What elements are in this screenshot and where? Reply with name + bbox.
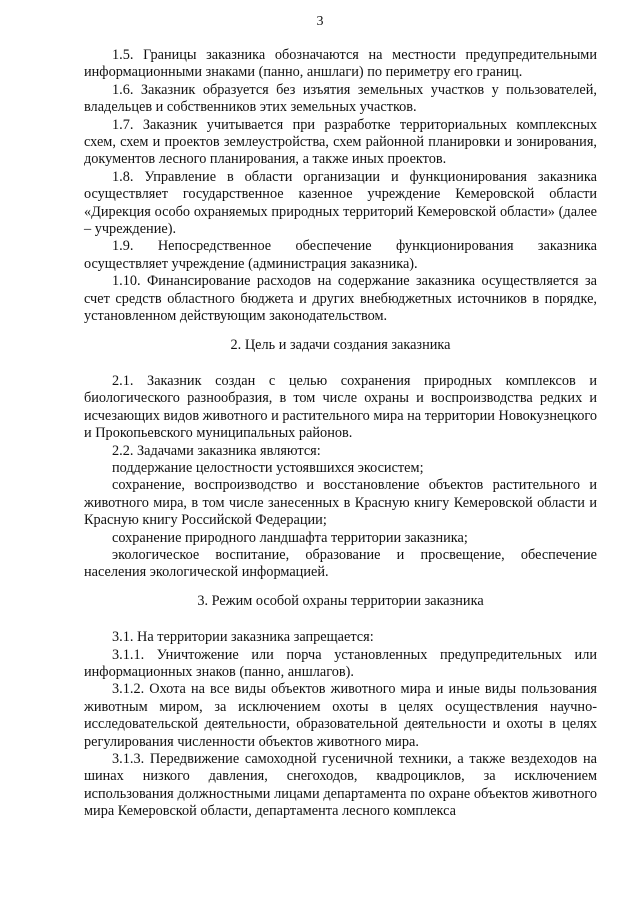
paragraph-2-2: 2.2. Задачами заказника являются: [112, 442, 321, 459]
paragraph-3-1-1: 3.1.1. Уничтожение или порча установленных предупредительных или информационных знаков (панно, аншлагов). [84, 646, 597, 680]
page-number: 3 [316, 14, 324, 29]
list-item-task-1: поддержание целостности устоявшихся экосистем; [112, 459, 424, 476]
paragraph-1-10: 1.10. Финансирование расходов на содержание заказника осуществляется за счет средств областного бюджета и других внебюджетных источников в порядке, установленном действующим законодательством. [84, 273, 597, 325]
paragraph-1-8: 1.8. Управление в области организации и функционирования заказника осуществляет государственное казенное учреждение Кемеровской области «Дирекция особо охраняемых природных территорий Кемеровской области» (далее – учреждение). [84, 168, 597, 238]
paragraph-3-1-3: 3.1.3. Передвижение самоходной гусеничной техники, а также вездеходов на шинах низкого давления, снегоходов, квадроциклов, за исключением использования должностными лицами департамента по охране объектов животного мира Кемеровской области, департамента лесного комплекса [84, 751, 597, 820]
paragraph-1-9: 1.9. Непосредственное обеспечение функционирования заказника осуществляет учреждение (администрация заказника). [84, 238, 597, 272]
section-heading-2: 2. Цель и задачи создания заказника [230, 336, 451, 353]
list-item-task-3: сохранение природного ландшафта территории заказника; [112, 529, 468, 546]
paragraph-1-7: 1.7. Заказник учитывается при разработке территориальных комплексных схем, схем и проектов землеустройства, схем районной планировки и зонирования, документов лесного планирования, а также иных проектов. [84, 116, 597, 168]
paragraph-3-1: 3.1. На территории заказника запрещается: [112, 629, 374, 646]
list-item-task-2: сохранение, воспроизводство и восстановление объектов растительного и животного мира, в том числе занесенных в Красную книгу Кемеровской области и Красную книгу Российской Федерации; [84, 477, 597, 529]
paragraph-1-6: 1.6. Заказник образуется без изъятия земельных участков у пользователей, владельцев и собственников этих земельных участков. [84, 81, 597, 116]
paragraph-2-1: 2.1. Заказник создан с целью сохранения природных комплексов и биологического разнообразия, в том числе охраны и воспроизводства редких и исчезающих видов животного и растительного мира на территории Новокузнецкого и Прокопьевского муниципальных районов. [84, 372, 597, 442]
document-body [84, 47, 597, 821]
paragraph-3-1-2: 3.1.2. Охота на все виды объектов животного мира и иные виды пользования животным миром, за исключением охоты в целях осуществления научно-исследовательской деятельности, образовательной деятельности и охоты в целях регулирования численности объектов животного мира. [84, 681, 597, 750]
paragraph-1-5: 1.5. Границы заказника обозначаются на местности предупредительными информационными знаками (панно, аншлаги) по периметру его границ. [84, 47, 597, 81]
list-item-task-4: экологическое воспитание, образование и просвещение, обеспечение населения экологической информацией. [84, 546, 597, 581]
section-heading-3: 3. Режим особой охраны территории заказника [197, 592, 484, 609]
